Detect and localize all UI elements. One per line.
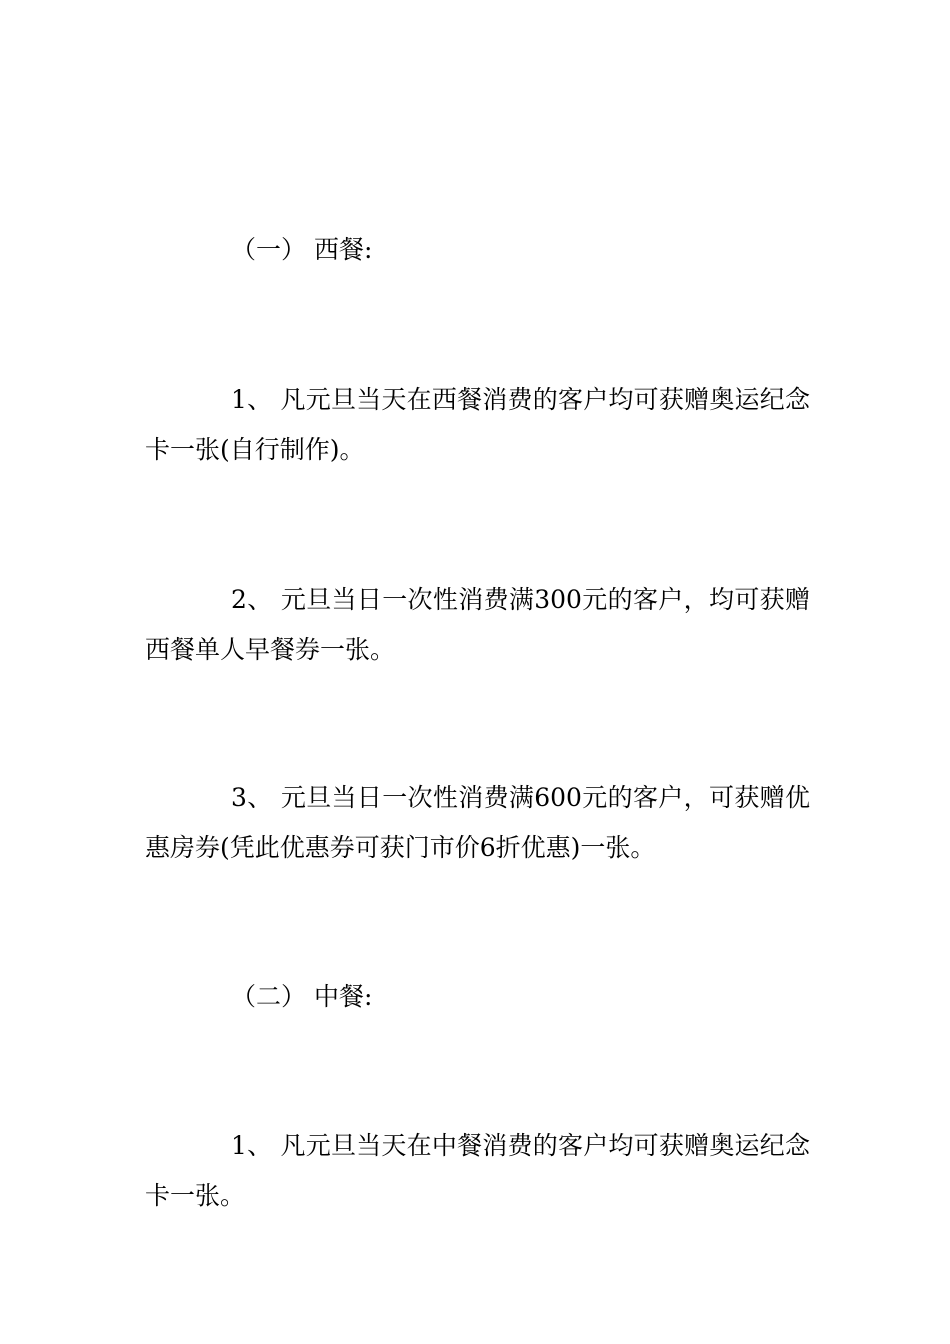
chinese-item-1: 1、 凡元旦当天在中餐消费的客户均可获赠奥运纪念卡一张。 [145, 1131, 810, 1210]
western-item-2: 2、 元旦当日一次性消费满300元的客户，均可获赠西餐单人早餐券一张。 [145, 585, 810, 664]
section-heading-chinese: （二） 中餐: [231, 982, 373, 1011]
section-heading-western: （一） 西餐: [231, 235, 373, 264]
western-item-1: 1、 凡元旦当天在西餐消费的客户均可获赠奥运纪念卡一张(自行制作)。 [145, 385, 810, 464]
western-item-3: 3、 元旦当日一次性消费满600元的客户，可获赠优惠房券(凭此优惠券可获门市价6折优惠)一张。 [145, 783, 810, 862]
